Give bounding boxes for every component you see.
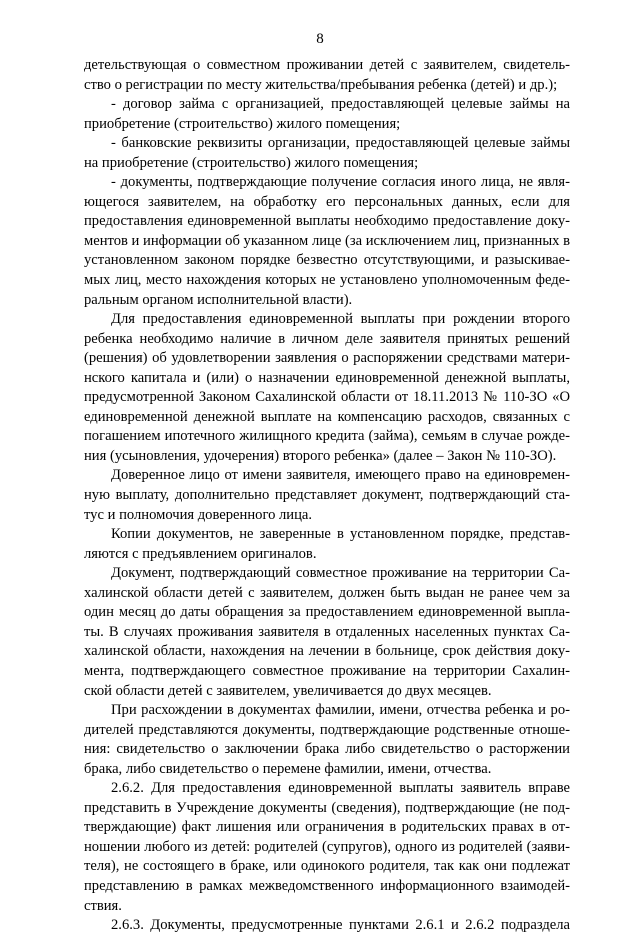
text-line: ской области детей с заявителем, увеличивается до двух месяцев. xyxy=(84,682,492,699)
text-line: халинской области, нахождения на лечении в больнице, срок действия доку- xyxy=(84,643,570,660)
text-line: установленном законом порядке безвестно отсутствующими, и разыскивае- xyxy=(84,252,570,269)
text-line: ствия. xyxy=(84,897,122,914)
text-line: брака, либо свидетельство о перемене фамилии, имени, отчества. xyxy=(84,760,492,777)
text-line: ющегося заявителем, на обработку его персональных данных, если для xyxy=(84,193,570,210)
text-line: тус и полномочия доверенного лица. xyxy=(84,506,313,523)
text-line: представить в Учреждение документы (сведения), подтверждающие (не под- xyxy=(84,799,570,816)
text-line: - договор займа с организацией, предоставляющей целевые займы на xyxy=(111,96,570,113)
text-line: ную выплату, дополнительно представляет документ, подтверждающий ста- xyxy=(84,487,570,504)
text-line: Документ, подтверждающий совместное проживание на территории Са- xyxy=(111,565,570,582)
text-line: нского капитала и (или) о назначении единовременной денежной выплаты, xyxy=(84,369,570,386)
text-line: ство о регистрации по месту жительства/пребывания ребенка (детей) и др.); xyxy=(84,76,558,93)
text-line: один месяц до даты обращения за предоставлением единовременной выпла- xyxy=(84,604,570,621)
text-line: предоставления единовременной выплаты необходимо предоставление доку- xyxy=(84,213,570,230)
text-line: Для предоставления единовременной выплаты при рождении второго xyxy=(111,311,570,328)
text-line: мента, подтверждающего совместное проживание на территории Сахалин- xyxy=(84,662,570,679)
text-line: ты. В случаях проживания заявителя в отдаленных населенных пунктах Са- xyxy=(84,623,570,640)
text-line: мых лиц, место нахождения которых не установлено уполномоченным феде- xyxy=(84,272,570,289)
page-number: 8 xyxy=(316,31,324,47)
text-line: ральным органом исполнительной власти). xyxy=(84,291,353,308)
text-line: Копии документов, не заверенные в установленном порядке, представ- xyxy=(111,526,570,543)
text-line: ментов и информации об указанном лице (за исключением лиц, признанных в xyxy=(84,232,570,249)
text-line: (решения) об удовлетворении заявления о распоряжении средствами матери- xyxy=(84,350,570,367)
text-line: - банковские реквизиты организации, предоставляющей целевые займы xyxy=(111,135,570,152)
text-line: дителей представляются документы, подтверждающие родственные отноше- xyxy=(84,721,570,738)
text-line: единовременной денежной выплате на компенсацию расходов, связанных с xyxy=(84,408,570,425)
text-line: ношении любого из детей: родителей (супругов), одного из родителей (заяви- xyxy=(84,838,570,855)
text-line: ребенка необходимо наличие в личном деле заявителя принятых решений xyxy=(84,330,570,347)
text-line: ляются с предъявлением оригиналов. xyxy=(84,545,317,562)
document-body xyxy=(84,56,570,936)
text-line: ния (усыновления, удочерения) второго ребенка» (далее – Закон № 110-ЗО). xyxy=(84,447,557,464)
text-line: тверждающие) факт лишения или ограничения в родительских правах в от- xyxy=(84,819,570,836)
text-line: теля), не состоящего в браке, или одинокого родителя, так как они подлежат xyxy=(84,858,570,875)
text-line: предусмотренной Законом Сахалинской области от 18.11.2013 № 110-ЗО «О xyxy=(84,389,570,406)
text-line: халинской области детей с заявителем, должен быть выдан не ранее чем за xyxy=(84,584,570,601)
text-line: ния: свидетельство о заключении брака либо свидетельство о расторжении xyxy=(84,741,570,758)
text-line: 2.6.3. Документы, предусмотренные пунктами 2.6.1 и 2.6.2 подраздела xyxy=(111,917,570,934)
text-line: - документы, подтверждающие получение согласия иного лица, не явля- xyxy=(111,174,570,191)
text-line: Доверенное лицо от имени заявителя, имеющего право на единовремен- xyxy=(111,467,570,484)
text-line: на приобретение (строительство) жилого помещения; xyxy=(84,154,419,171)
text-line: представлению в рамках межведомственного информационного взаимодей- xyxy=(84,877,570,894)
text-line: детельствующая о совместном проживании детей с заявителем, свидетель- xyxy=(84,57,570,73)
text-line: приобретение (строительство) жилого помещения; xyxy=(84,115,401,132)
text-line: погашением ипотечного жилищного кредита (займа), семьям в случае рожде- xyxy=(84,428,570,445)
text-line: При расхождении в документах фамилии, имени, отчества ребенка и ро- xyxy=(111,702,570,719)
text-line: 2.6.2. Для предоставления единовременной выплаты заявитель вправе xyxy=(111,780,570,797)
